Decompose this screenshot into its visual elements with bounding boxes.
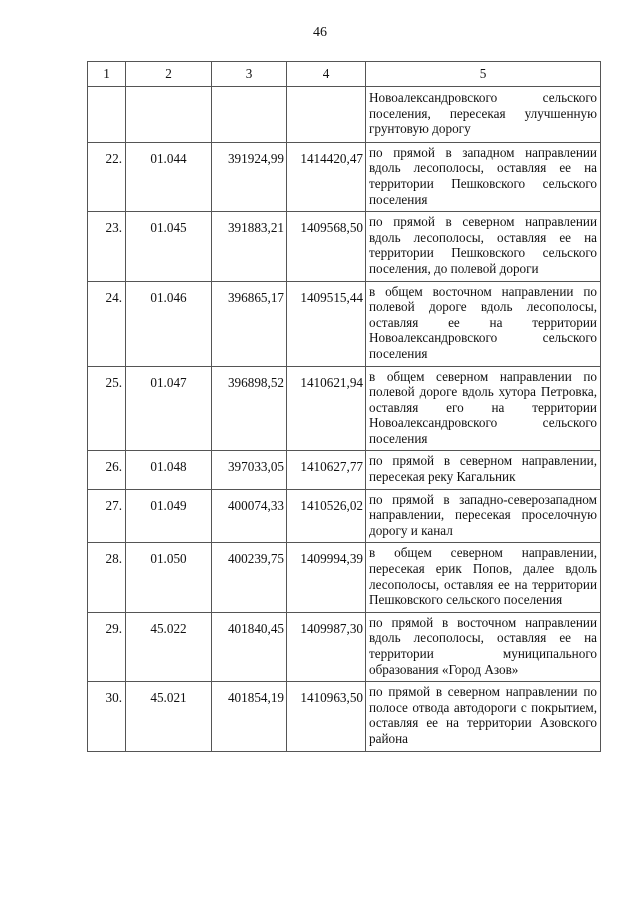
coord-x: 400074,33 (212, 489, 287, 543)
boundary-description: в общем северном направлении, пересекая ерик Попов, далее вдоль лесополосы, оставляя ее на территории Пешковского сельского поселения (366, 543, 601, 612)
boundary-description: Новоалександровского сельского поселения, пересекая улучшенную грунтовую дорогу (366, 87, 601, 143)
row-number: 22. (88, 142, 126, 211)
row-number: 29. (88, 612, 126, 681)
header-col-4: 4 (287, 62, 366, 87)
table-row (88, 87, 601, 143)
page-number: 46 (313, 25, 327, 40)
coord-x (212, 87, 287, 143)
boundary-description: по прямой в северном направлении по полосе отвода автодороги с покрытием, оставляя ее на территории Азовского района (366, 682, 601, 751)
coord-y: 1410621,94 (287, 366, 366, 451)
coord-y: 1409994,39 (287, 543, 366, 612)
table-row (88, 366, 601, 451)
row-number (88, 87, 126, 143)
coord-y: 1410526,02 (287, 489, 366, 543)
boundary-description: по прямой в северном направлении вдоль лесополосы, оставляя ее на территории Пешковского сельского поселения, до полевой дороги (366, 212, 601, 281)
table-row (88, 281, 601, 366)
point-code: 45.021 (126, 682, 212, 751)
coord-y: 1410627,77 (287, 451, 366, 489)
point-code: 01.048 (126, 451, 212, 489)
row-number: 28. (88, 543, 126, 612)
coord-y: 1409987,30 (287, 612, 366, 681)
table-row (88, 489, 601, 543)
table-row (88, 682, 601, 751)
row-number: 27. (88, 489, 126, 543)
coord-x: 400239,75 (212, 543, 287, 612)
table-header-row (88, 62, 601, 87)
point-code: 01.047 (126, 366, 212, 451)
boundary-description: по прямой в западно-северозападном направлении, пересекая проселочную дорогу и канал (366, 489, 601, 543)
header-col-3: 3 (212, 62, 287, 87)
header-col-5: 5 (366, 62, 601, 87)
coord-x: 401854,19 (212, 682, 287, 751)
point-code: 01.050 (126, 543, 212, 612)
point-code: 45.022 (126, 612, 212, 681)
point-code: 01.049 (126, 489, 212, 543)
boundary-description: в общем восточном направлении по полевой дороге вдоль лесополосы, оставляя ее на территории Новоалександровского сельского поселения (366, 281, 601, 366)
coord-x: 396898,52 (212, 366, 287, 451)
table-row (88, 142, 601, 211)
point-code: 01.044 (126, 142, 212, 211)
coord-x: 391883,21 (212, 212, 287, 281)
coord-x: 397033,05 (212, 451, 287, 489)
table-row (88, 612, 601, 681)
table-row (88, 543, 601, 612)
coord-y: 1409515,44 (287, 281, 366, 366)
coord-y: 1409568,50 (287, 212, 366, 281)
point-code: 01.045 (126, 212, 212, 281)
boundary-description: по прямой в западном направлении вдоль лесополосы, оставляя ее на территории Пешковского сельского поселения (366, 142, 601, 211)
point-code (126, 87, 212, 143)
coord-x: 396865,17 (212, 281, 287, 366)
row-number: 26. (88, 451, 126, 489)
coord-y: 1410963,50 (287, 682, 366, 751)
row-number: 23. (88, 212, 126, 281)
boundary-description: по прямой в северном направлении, пересекая реку Кагальник (366, 451, 601, 489)
row-number: 25. (88, 366, 126, 451)
boundary-description: по прямой в восточном направлении вдоль лесополосы, оставляя ее на территории муниципального образования «Город Азов» (366, 612, 601, 681)
row-number: 24. (88, 281, 126, 366)
row-number: 30. (88, 682, 126, 751)
boundary-points-table (87, 61, 601, 752)
header-col-2: 2 (126, 62, 212, 87)
point-code: 01.046 (126, 281, 212, 366)
coord-x: 391924,99 (212, 142, 287, 211)
table-row (88, 451, 601, 489)
header-col-1: 1 (88, 62, 126, 87)
coord-y (287, 87, 366, 143)
coord-y: 1414420,47 (287, 142, 366, 211)
table-row (88, 212, 601, 281)
boundary-description: в общем северном направлении по полевой дороге вдоль хутора Петровка, оставляя его на территории Новоалександровского сельского поселения (366, 366, 601, 451)
coord-x: 401840,45 (212, 612, 287, 681)
